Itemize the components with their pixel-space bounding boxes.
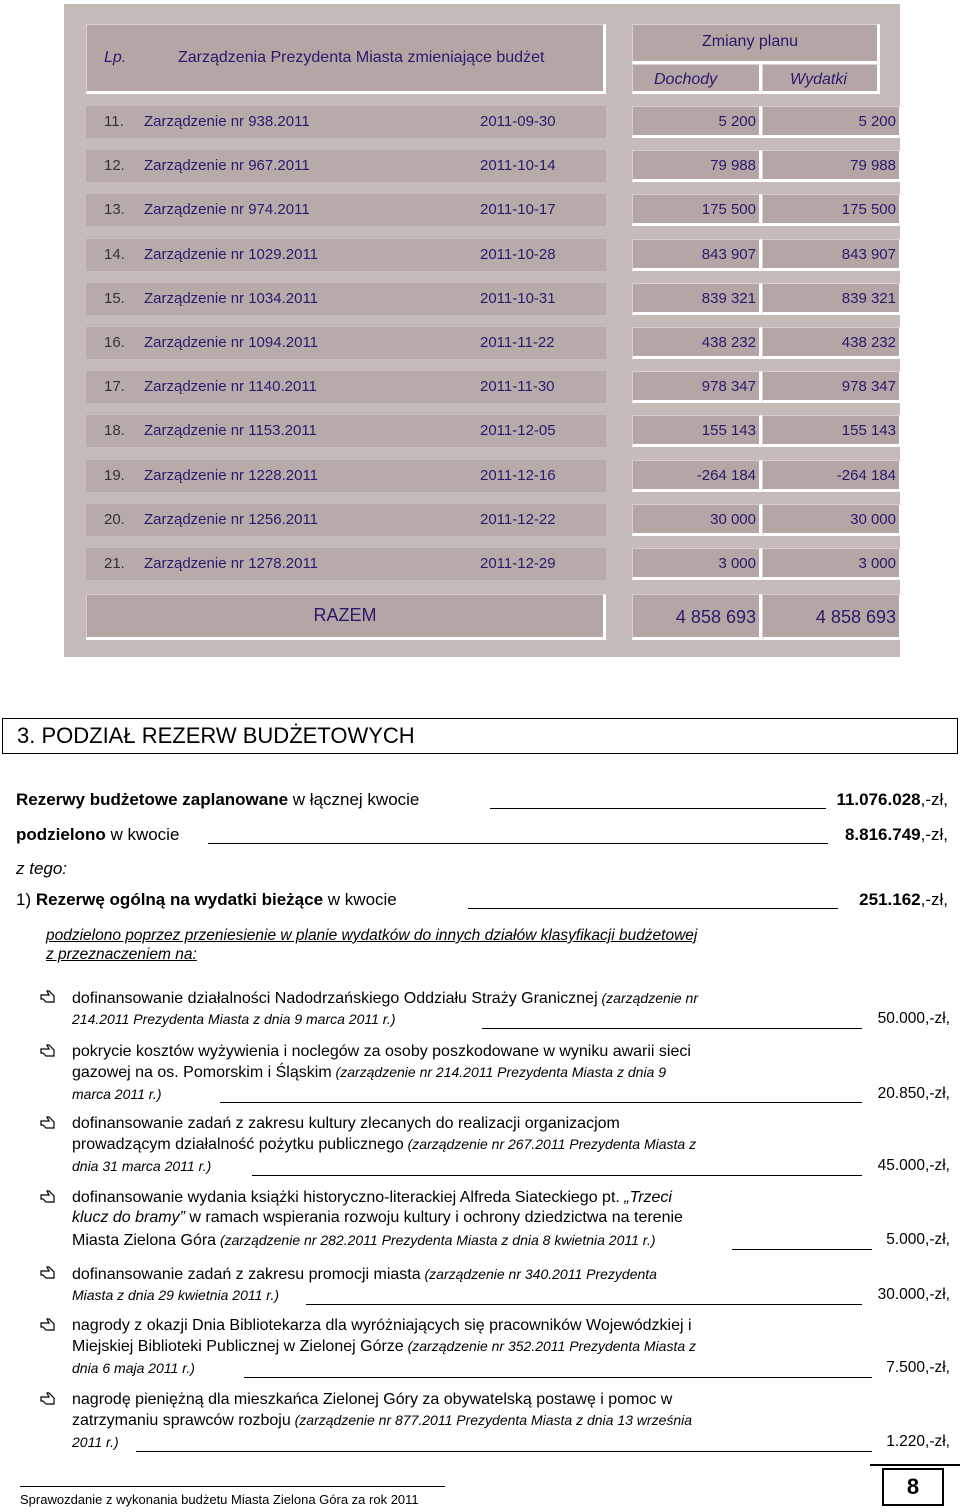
item-text: dofinansowanie zadań z zakresu kultury zlecanych do realizacji organizacjom (72, 1115, 620, 1132)
total-label: RAZEM (86, 594, 606, 640)
divided-amount-bold: 8.816.749 (844, 825, 921, 844)
row-income: 978 347 (632, 371, 762, 403)
row-income: 3 000 (632, 548, 762, 580)
row-name: Zarządzenie nr 1278.2011 (144, 555, 319, 572)
row-name: Zarządzenie nr 1034.2011 (144, 289, 319, 307)
item-ref: (zarządzenie nr (597, 990, 699, 1006)
reserves-leader (490, 808, 826, 809)
row-date: 2011-09-30 (480, 113, 556, 130)
pointing-hand-icon (40, 1042, 58, 1060)
row-income: 175 500 (632, 194, 762, 226)
item-leader (732, 1249, 872, 1250)
general-reserve-leader (468, 908, 838, 909)
general-reserve-amount-unit: ,-zł, (920, 890, 948, 909)
divided-amount-unit: ,-zł, (920, 825, 948, 844)
row-date: 2011-10-17 (480, 201, 556, 219)
item-leader (136, 1451, 872, 1452)
row-expense: 438 232 (762, 327, 902, 359)
row-lp: 20. (104, 510, 125, 528)
row-date: 2011-10-31 (480, 289, 556, 307)
table-row (86, 548, 896, 580)
table-row (86, 283, 896, 315)
item-ref: dnia 6 maja 2011 r.) (72, 1360, 195, 1376)
row-lp: 18. (104, 422, 125, 440)
item-amount: 5.000,-zł, (886, 1231, 950, 1248)
table-row (86, 106, 896, 138)
reserves-amount-bold: 11.076.028 (836, 790, 921, 809)
row-name: Zarządzenie nr 1029.2011 (144, 245, 319, 263)
row-income: 30 000 (632, 504, 762, 536)
header-lp: Lp. (104, 49, 127, 66)
row-income: 438 232 (632, 327, 762, 359)
item-ref: 2011 r.) (72, 1434, 119, 1450)
row-income: -264 184 (632, 460, 762, 492)
item-ref: (zarządzenie nr 282.2011 Prezydenta Miasta z dnia 8 kwietnia 2011 r.) (216, 1232, 656, 1248)
table-row (86, 327, 896, 359)
general-reserve-amount-bold: 251.162 (859, 890, 921, 909)
page-number-rule (870, 1464, 960, 1466)
row-name: Zarządzenie nr 967.2011 (144, 157, 310, 175)
list-item (40, 988, 950, 1028)
pointing-hand-icon (40, 1264, 58, 1282)
item-ref: (zarządzenie nr 340.2011 Prezydenta (420, 1266, 657, 1282)
row-name: Zarządzenie nr 1153.2011 (144, 422, 317, 440)
row-expense: 843 907 (762, 239, 902, 271)
item-text: pokrycie kosztów wyżywienia i noclegów za osoby poszkodowane w wyniku awarii sieci (72, 1043, 691, 1060)
item-ref: 214.2011 Prezydenta Miasta z dnia 9 marca 2011 r.) (72, 1011, 396, 1027)
row-name: Zarządzenie nr 938.2011 (144, 113, 310, 130)
row-expense: 5 200 (762, 106, 902, 138)
of-which-label: z tego: (16, 859, 68, 878)
item-text: gazowej na os. Pomorskim i Śląskim (72, 1064, 332, 1081)
item-ref: (zarządzenie nr 214.2011 Prezydenta Miasta z dnia 9 (331, 1064, 667, 1080)
reserves-line (16, 790, 948, 812)
row-lp: 14. (104, 245, 125, 263)
pointing-hand-icon (40, 988, 58, 1006)
general-reserve-bold: Rezerwę ogólną na wydatki bieżące (35, 890, 324, 909)
general-reserve-label: w kwocie (323, 890, 397, 909)
item-ref: dnia 31 marca 2011 r.) (72, 1158, 212, 1174)
item-text: zatrzymaniu sprawców rozboju (72, 1412, 291, 1429)
item-leader (252, 1175, 862, 1176)
item-text: dofinansowanie zadań z zakresu promocji miasta (72, 1266, 421, 1283)
row-name: Zarządzenie nr 974.2011 (144, 201, 310, 219)
row-income: 839 321 (632, 283, 762, 315)
row-expense: 79 988 (762, 150, 902, 182)
footer-text: Sprawozdanie z wykonania budżetu Miasta Zielona Góra za rok 2011 (20, 1492, 419, 1507)
row-date: 2011-12-29 (480, 555, 556, 572)
item-amount: 7.500,-zł, (886, 1359, 950, 1376)
allocation-note (46, 926, 806, 964)
row-lp: 21. (104, 555, 125, 572)
row-expense: -264 184 (762, 460, 902, 492)
list-item (40, 1390, 950, 1450)
reserves-label-bold: Rezerwy budżetowe zaplanowane (16, 790, 289, 809)
item-ref: marca 2011 r.) (72, 1086, 162, 1102)
book-title-end: klucz do bramy” (72, 1209, 185, 1226)
row-name: Zarządzenie nr 1228.2011 (144, 466, 319, 484)
budget-changes-table (64, 4, 900, 657)
pointing-hand-icon (40, 1114, 58, 1132)
table-row (86, 415, 896, 447)
item-text: dofinansowanie wydania książki historyczno-literackiej Alfreda Siateckiego pt. (72, 1189, 625, 1206)
item-text: dofinansowanie działalności Nadodrzańskiego Oddziału Straży Granicznej (72, 990, 598, 1007)
item-text: nagrodę pieniężną dla mieszkańca Zielonej Góry za obywatelską postawę i pomoc w (72, 1391, 673, 1408)
allocation-note-line2: z przeznaczeniem na: (46, 946, 197, 963)
item-amount: 50.000,-zł, (877, 1010, 950, 1027)
total-expense: 4 858 693 (762, 594, 902, 640)
header-expenses: Wydatki (790, 71, 847, 88)
item-leader (220, 1102, 862, 1103)
item-amount: 30.000,-zł, (877, 1286, 950, 1303)
item-ref: (zarządzenie nr 352.2011 Prezydenta Miasta z (403, 1338, 697, 1354)
row-income: 843 907 (632, 239, 762, 271)
header-changes: Zmiany planu (702, 33, 799, 50)
row-income: 155 143 (632, 415, 762, 447)
row-date: 2011-12-16 (480, 466, 556, 484)
header-income: Dochody (654, 71, 718, 88)
reserves-label: w łącznej kwocie (288, 790, 420, 809)
item-text: Miasta Zielona Góra (72, 1232, 217, 1249)
table-row (86, 460, 896, 492)
row-lp: 19. (104, 466, 125, 484)
row-expense: 3 000 (762, 548, 902, 580)
pointing-hand-icon (40, 1188, 58, 1206)
item-text: nagrody z okazji Dnia Bibliotekarza dla wyróżniających się pracowników Wojewódzkiej i (72, 1317, 692, 1334)
total-income: 4 858 693 (632, 594, 762, 640)
general-reserve-line (16, 890, 948, 912)
item-ref: (zarządzenie nr 877.2011 Prezydenta Miasta z dnia 13 września (290, 1412, 693, 1428)
row-lp: 16. (104, 334, 125, 351)
item-text: Miejskiej Biblioteki Publicznej w Zielonej Górze (72, 1338, 404, 1355)
row-expense: 30 000 (762, 504, 902, 536)
list-item (40, 1042, 950, 1102)
item-amount: 45.000,-zł, (877, 1157, 950, 1174)
table-row (86, 504, 896, 536)
item-ref: Miasta z dnia 29 kwietnia 2011 r.) (72, 1287, 279, 1303)
item-ref: (zarządzenie nr 267.2011 Prezydenta Miasta z (403, 1136, 697, 1152)
row-expense: 978 347 (762, 371, 902, 403)
divided-line (16, 825, 948, 847)
row-lp: 17. (104, 378, 125, 396)
item-leader (244, 1377, 872, 1378)
item-text: w ramach wspierania rozwoju kultury i ochrony dziedzictwa na terenie (184, 1209, 683, 1226)
row-expense: 839 321 (762, 283, 902, 315)
item-amount: 1.220,-zł, (886, 1433, 950, 1450)
item-text: prowadzącym działalność pożytku publicznego (72, 1136, 404, 1153)
list-item (40, 1264, 950, 1304)
book-title-start: „Trzeci (624, 1189, 672, 1206)
footer-rule (20, 1486, 445, 1487)
divided-label-bold: podzielono (16, 825, 106, 844)
item-amount: 20.850,-zł, (877, 1085, 950, 1102)
row-date: 2011-10-28 (480, 245, 556, 263)
row-expense: 175 500 (762, 194, 902, 226)
header-title: Zarządzenia Prezydenta Miasta zmieniające budżet (178, 49, 545, 66)
row-date: 2011-11-22 (480, 334, 555, 351)
divided-leader (208, 843, 828, 844)
row-name: Zarządzenie nr 1094.2011 (144, 334, 319, 351)
list-item (40, 1316, 950, 1376)
pointing-hand-icon (40, 1390, 58, 1408)
row-income: 79 988 (632, 150, 762, 182)
row-name: Zarządzenie nr 1256.2011 (144, 510, 319, 528)
row-date: 2011-11-30 (480, 378, 555, 396)
table-row (86, 239, 896, 271)
table-row (86, 150, 896, 182)
row-lp: 15. (104, 289, 125, 307)
list-item (40, 1114, 950, 1174)
item-leader (306, 1304, 862, 1305)
section-title: 3. PODZIAŁ REZERW BUDŻETOWYCH (2, 718, 958, 754)
row-income: 5 200 (632, 106, 762, 138)
row-name: Zarządzenie nr 1140.2011 (144, 378, 317, 396)
row-date: 2011-12-05 (480, 422, 556, 440)
allocation-note-line1: podzielono poprzez przeniesienie w planie wydatków do innych działów klasyfikacji budżetowej (46, 927, 698, 944)
row-date: 2011-10-14 (480, 157, 556, 175)
row-lp: 11. (104, 113, 124, 130)
row-lp: 12. (104, 157, 125, 175)
table-row (86, 371, 896, 403)
table-row (86, 194, 896, 226)
item-leader (482, 1028, 862, 1029)
divided-label: w kwocie (105, 825, 180, 844)
row-lp: 13. (104, 201, 125, 219)
row-date: 2011-12-22 (480, 510, 556, 528)
page-number: 8 (882, 1468, 944, 1506)
reserves-amount-unit: ,-zł, (920, 790, 948, 809)
general-reserve-number: 1) (16, 890, 36, 909)
row-expense: 155 143 (762, 415, 902, 447)
pointing-hand-icon (40, 1316, 58, 1334)
table-total-row (86, 594, 896, 640)
list-item (40, 1188, 950, 1248)
